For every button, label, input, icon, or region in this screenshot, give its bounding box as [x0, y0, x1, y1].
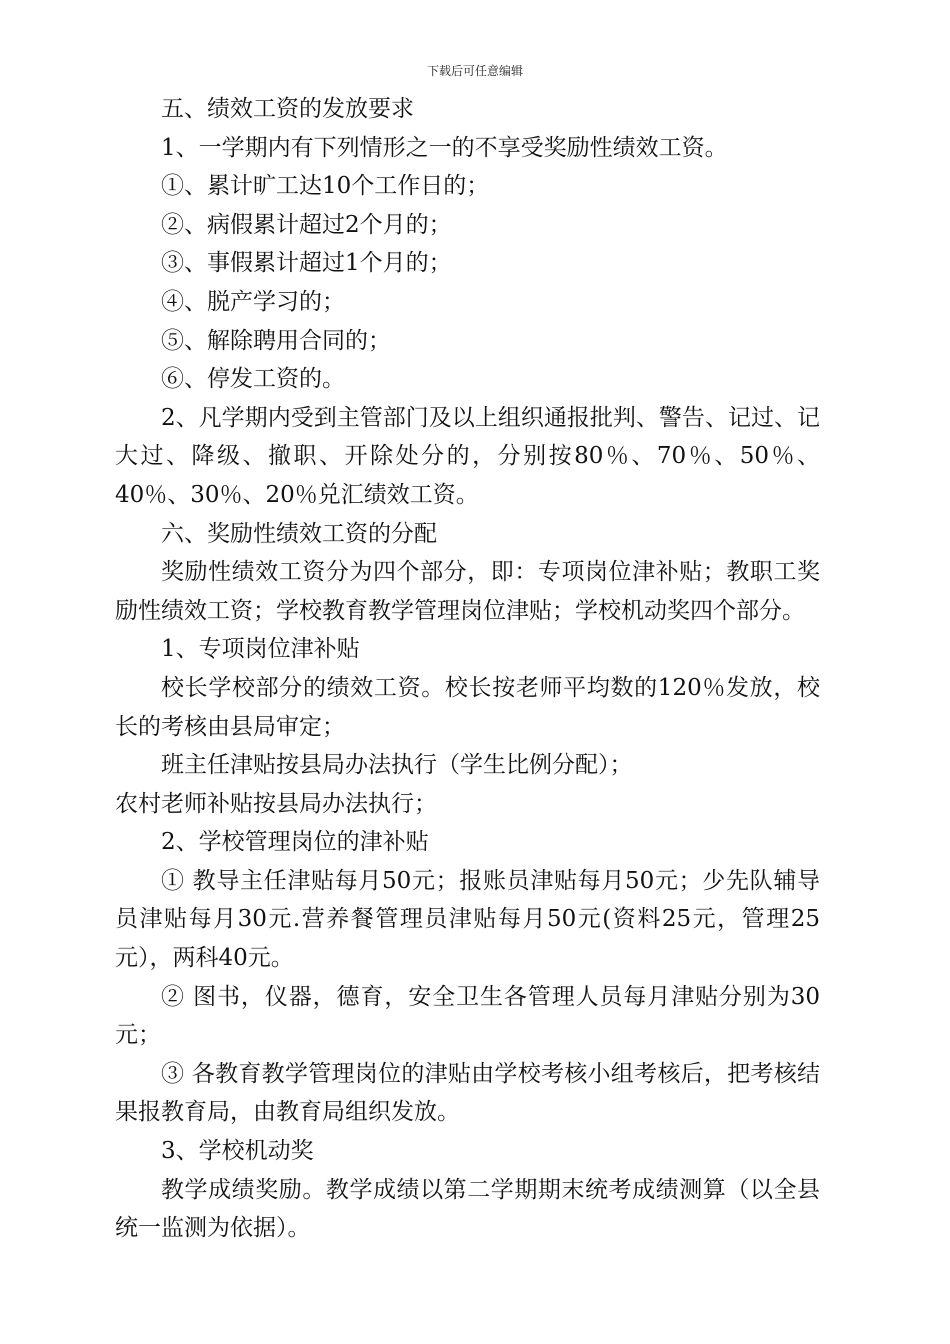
section-heading-5: 五、绩效工资的发放要求 — [161, 96, 414, 122]
list-item: ⑥、停发工资的。 — [161, 366, 345, 393]
list-item: ②、病假累计超过2个月的； — [161, 211, 452, 238]
list-item: ③、事假累计超过1个月的； — [161, 250, 452, 277]
subsection-heading: 1、专项岗位津补贴 — [161, 636, 360, 663]
list-item: ①、累计旷工达10个工作日的； — [161, 173, 490, 200]
paragraph: 2、凡学期内受到主管部门及以上组织通报批判、警告、记过、记大过、降级、撤职、开除处分的，分别按80％、70％、50％、40％、30％、20％兑汇绩效工资。 — [115, 404, 820, 508]
paragraph: ① 教导主任津贴每月50元；报账员津贴每月50元；少先队辅导员津贴每月30元.营养餐管理员津贴每月50元(资料25元，管理25元），两科40元。 — [115, 867, 820, 972]
subsection-heading: 3、学校机动奖 — [161, 1138, 314, 1165]
paragraph: ② 图书，仪器，德育，安全卫生各管理人员每月津贴分别为30元； — [115, 983, 820, 1049]
document-body — [115, 90, 820, 1248]
paragraph: 教学成绩奖励。教学成绩以第二学期期末统考成绩测算（以全县统一监测为依据）。 — [115, 1176, 820, 1242]
section-heading-6: 六、奖励性绩效工资的分配 — [161, 520, 437, 547]
paragraph: ③ 各教育教学管理岗位的津贴由学校考核小组考核后，把考核结果报教育局，由教育局组织发放。 — [115, 1060, 820, 1126]
page-header-note: 下载后可任意编辑 — [426, 64, 523, 78]
list-item: ④、脱产学习的； — [161, 288, 345, 315]
subsection-heading: 2、学校管理岗位的津补贴 — [161, 829, 429, 856]
list-item: ⑤、解除聘用合同的； — [161, 327, 391, 354]
paragraph: 农村老师补贴按县局办法执行； — [115, 790, 437, 817]
paragraph: 1、一学期内有下列情形之一的不享受奖励性绩效工资。 — [161, 134, 728, 161]
paragraph: 校长学校部分的绩效工资。校长按老师平均数的120％发放，校长的考核由县局审定； — [115, 674, 820, 740]
paragraph: 奖励性绩效工资分为四个部分，即：专项岗位津补贴；教职工奖励性绩效工资；学校教育教学管理岗位津贴；学校机动奖四个部分。 — [115, 559, 820, 624]
paragraph: 班主任津贴按县局办法执行（学生比例分配）； — [161, 752, 633, 779]
